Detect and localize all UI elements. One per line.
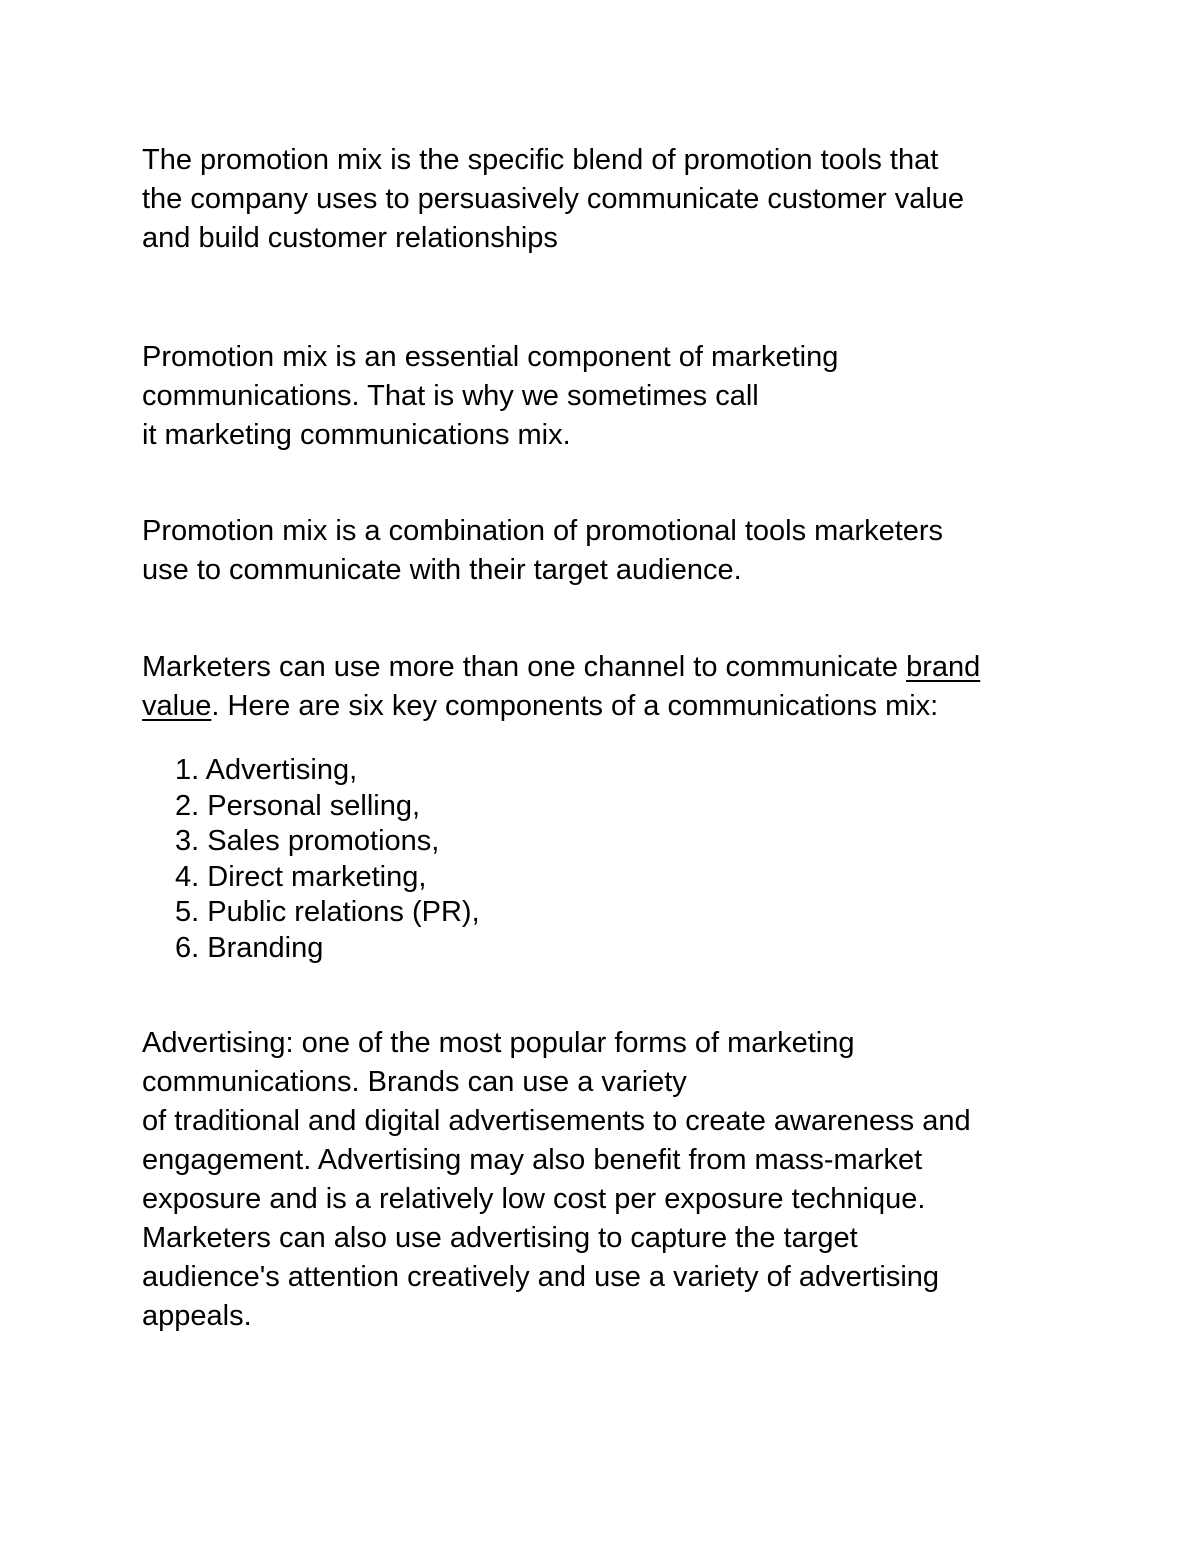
text-segment: . Here are six key components of a communications mix: [211, 690, 939, 722]
list-item [175, 824, 480, 860]
text-line: audience's attention creatively and use a variety of advertising [142, 1261, 940, 1293]
paragraph-promotional-tools [142, 512, 943, 590]
list-number: 1. [175, 754, 200, 786]
list-item [175, 860, 480, 896]
text-line: of traditional and digital advertisements to create awareness and [142, 1105, 971, 1137]
list-item-text: Sales promotions, [207, 825, 440, 857]
text-segment: Marketers can use more than one channel to communicate [142, 651, 907, 683]
text-line: use to communicate with their target audience. [142, 554, 742, 586]
list-number: 2. [175, 789, 200, 822]
text-line: engagement. Advertising may also benefit from mass-market [142, 1144, 923, 1176]
text-line: appeals. [142, 1300, 252, 1332]
text-line: Marketers can also use advertising to capture the target [142, 1222, 858, 1254]
list-item-text: Personal selling, [207, 789, 421, 822]
list-item-text: Branding [207, 931, 324, 964]
list-item [175, 753, 480, 789]
components-list [175, 753, 480, 966]
text-line: communications. Brands can use a variety [142, 1066, 687, 1098]
text-line [142, 687, 980, 726]
list-item-text: Direct marketing, [207, 860, 427, 893]
list-number: 6. [175, 931, 200, 964]
list-number: 5. [175, 896, 200, 928]
text-line: the company uses to persuasively communicate customer value [142, 183, 965, 215]
text-line: Promotion mix is a combination of promotional tools marketers [142, 515, 944, 547]
text-line: exposure and is a relatively low cost per exposure technique. [142, 1183, 926, 1215]
paragraph-advertising [142, 1024, 971, 1336]
text-line: Promotion mix is an essential component of marketing [142, 341, 839, 373]
brand-value-link[interactable]: brand [906, 651, 981, 683]
text-line [142, 648, 980, 687]
text-line: Advertising: one of the most popular forms of marketing [142, 1027, 855, 1059]
brand-value-link-continuation[interactable]: value [142, 690, 212, 722]
text-line: and build customer relationships [142, 222, 558, 254]
list-item [175, 895, 480, 931]
text-line: it marketing communications mix. [142, 419, 571, 451]
paragraph-channels [142, 648, 980, 726]
list-number: 4. [175, 860, 200, 893]
list-item [175, 931, 480, 967]
text-line: communications. That is why we sometimes call [142, 380, 759, 412]
paragraph-promotion-mix-definition [142, 141, 964, 258]
list-item-text: Advertising, [205, 754, 358, 786]
list-number: 3. [175, 825, 200, 857]
list-item-text: Public relations (PR), [207, 896, 480, 928]
text-line: The promotion mix is the specific blend of promotion tools that [142, 144, 939, 176]
paragraph-marketing-communications [142, 338, 838, 455]
list-item [175, 789, 480, 825]
